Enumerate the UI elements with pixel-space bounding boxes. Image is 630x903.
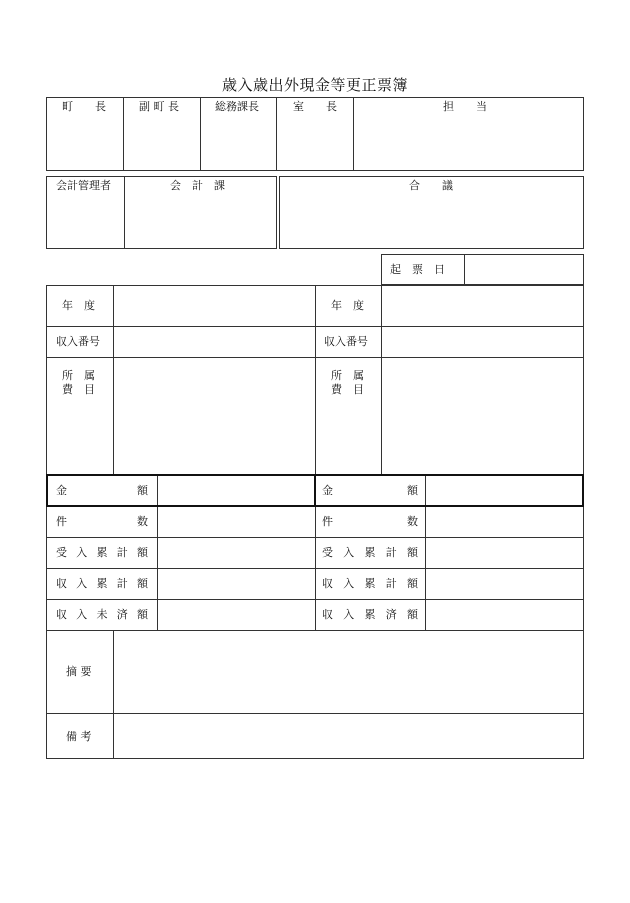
summary-label: 摘 要 (66, 665, 92, 678)
mayor-label: 町 長 (62, 100, 106, 113)
right-receipt-number-label: 収入番号 (324, 335, 368, 348)
left-fiscal-year-label: 年 度 (62, 299, 95, 312)
right-expense-item-label: 費 目 (331, 383, 364, 396)
left-count-label: 件 数 (56, 515, 148, 528)
general-affairs-chief-label: 総務課長 (215, 100, 259, 113)
draft-date-label: 起 票 日 (390, 263, 445, 276)
left-expense-item-label: 費 目 (62, 383, 95, 396)
remarks-field[interactable] (114, 714, 583, 758)
left-fiscal-year-field[interactable] (114, 286, 314, 325)
left-revenue-total-label: 収 入 累 計 額 (56, 577, 148, 590)
left-uncollected-label: 収 入 未 済 額 (56, 608, 148, 621)
right-received-total-label: 受 入 累 計 額 (322, 546, 418, 559)
right-uncollected-label: 収 入 累 済 額 (322, 608, 418, 621)
right-fiscal-year-field[interactable] (382, 286, 583, 325)
right-amount-label: 金 額 (322, 484, 418, 497)
accounting-section-label: 会 計 課 (170, 179, 225, 192)
right-affiliation-label: 所 属 (331, 369, 364, 382)
person-in-charge-label: 担 当 (443, 100, 487, 113)
form-title: 歳入歳出外現金等更正票簿 (221, 76, 408, 94)
consultation-label: 合 議 (409, 179, 453, 192)
right-count-label: 件 数 (322, 515, 418, 528)
summary-field[interactable] (114, 631, 583, 712)
accounting-manager-label: 会計管理者 (56, 179, 111, 192)
right-amount-field[interactable] (426, 476, 582, 505)
right-fiscal-year-label: 年 度 (331, 299, 364, 312)
left-amount-field[interactable] (158, 476, 314, 505)
deputy-mayor-label: 副 町 長 (139, 100, 179, 113)
remarks-label: 備 考 (66, 730, 92, 743)
left-received-total-label: 受 入 累 計 額 (56, 546, 148, 559)
office-chief-label: 室 長 (293, 100, 337, 113)
left-receipt-number-label: 収入番号 (56, 335, 100, 348)
left-affiliation-label: 所 属 (62, 369, 95, 382)
right-revenue-total-label: 収 入 累 計 額 (322, 577, 418, 590)
left-amount-label: 金 額 (56, 484, 148, 497)
